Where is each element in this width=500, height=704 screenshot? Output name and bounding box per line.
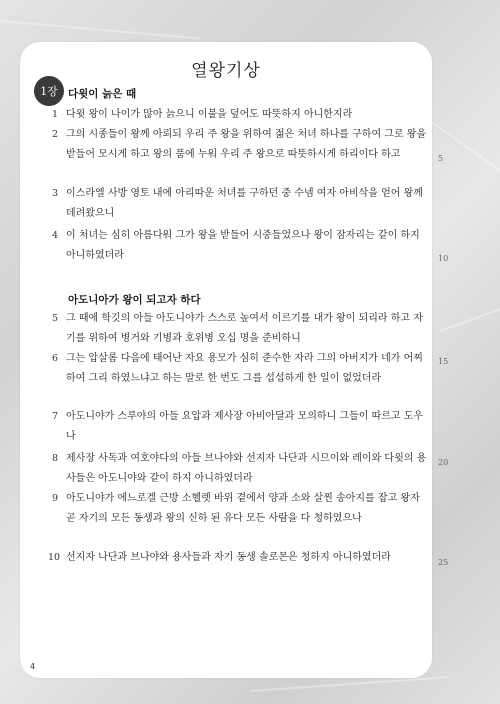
verse-number: 3 xyxy=(52,188,59,199)
verse-5 xyxy=(52,309,430,348)
book-title: 열왕기상 xyxy=(191,61,261,81)
verse-number: 7 xyxy=(52,411,59,422)
section-heading: 다윗이 늙은 때 xyxy=(68,88,137,100)
verse-9 xyxy=(52,489,430,528)
line-marker: 10 xyxy=(438,254,449,263)
section-heading: 아도니아가 왕이 되고자 하다 xyxy=(68,294,201,306)
verse-7 xyxy=(52,407,430,446)
verse-text: 이스라엘 사방 영토 내에 아리따운 처녀를 구하던 중 수넴 여자 아비삭을 얻어 왕께 데려왔으니 xyxy=(66,188,423,219)
verse-8 xyxy=(52,449,430,488)
verse-number: 5 xyxy=(52,313,59,324)
page-number: 4 xyxy=(30,662,36,671)
line-marker: 5 xyxy=(438,154,444,163)
verse-3 xyxy=(52,184,430,223)
line-marker: 15 xyxy=(438,357,449,366)
verse-text: 선지자 나단과 브나야와 용사들과 자기 동생 솔로몬은 청하지 아니하였더라 xyxy=(66,552,391,563)
verse-text: 다윗 왕이 나이가 많아 늙으니 이불을 덮어도 따뜻하지 아니한지라 xyxy=(66,109,353,120)
verse-number: 1 xyxy=(52,109,59,120)
verse-text: 제사장 사독과 여호야다의 아들 브나야와 선지자 나단과 시므이와 레이와 다윗의 용사들은 아도니야와 같이 하지 아니하였더라 xyxy=(66,453,427,484)
marble-vein xyxy=(440,296,500,332)
verse-text: 이 처녀는 심히 아름다워 그가 왕을 받들어 시중들었으나 왕이 잠자리는 같이 하지 아니하였더라 xyxy=(66,230,420,261)
verse-4 xyxy=(52,226,430,265)
verse-number: 8 xyxy=(52,453,59,464)
line-marker: 25 xyxy=(438,558,449,567)
verse-number: 6 xyxy=(52,353,59,364)
verse-number: 9 xyxy=(52,493,59,504)
marble-vein xyxy=(250,676,450,692)
line-marker: 20 xyxy=(438,458,449,467)
verse-10 xyxy=(48,548,430,568)
verse-text: 그의 시종들이 왕께 아뢰되 우리 주 왕을 위하여 젊은 처녀 하나를 구하여 그로 왕을 받들어 모시게 하고 왕의 품에 누워 우리 주 왕으로 따뜻하시게 하리이다 하고 xyxy=(66,129,427,160)
verse-number: 2 xyxy=(52,129,59,140)
verse-text: 아도니야가 스루야의 아들 요압과 제사장 아비아달과 모의하니 그들이 따르고 도우나 xyxy=(66,411,424,442)
verse-2 xyxy=(52,125,430,164)
verse-text: 아도니야가 에느로겔 근방 소헬렛 바위 곁에서 양과 소와 살찐 송아지를 잡고 왕자 곧 자기의 모든 동생과 왕의 신하 된 유다 모든 사람을 다 청하였으나 xyxy=(66,493,420,524)
marble-vein xyxy=(0,20,199,39)
verse-6 xyxy=(52,349,430,388)
verse-1 xyxy=(52,105,430,125)
verse-text: 그 때에 학깃의 아들 아도니야가 스스로 높여서 이르기를 내가 왕이 되리라 하고 자기를 위하여 병거와 기병과 호위병 오십 명을 준비하니 xyxy=(66,313,423,344)
verse-number: 10 xyxy=(48,552,61,563)
verse-text: 그는 압살롬 다음에 태어난 자요 용모가 심히 준수한 자라 그의 아버지가 네가 어찌하여 그리 하였느냐고 하는 말로 한 번도 그를 섭섭하게 한 일이 없었더라 xyxy=(66,353,423,384)
chapter-badge: 1장 xyxy=(34,76,64,106)
verse-number: 4 xyxy=(52,230,59,241)
